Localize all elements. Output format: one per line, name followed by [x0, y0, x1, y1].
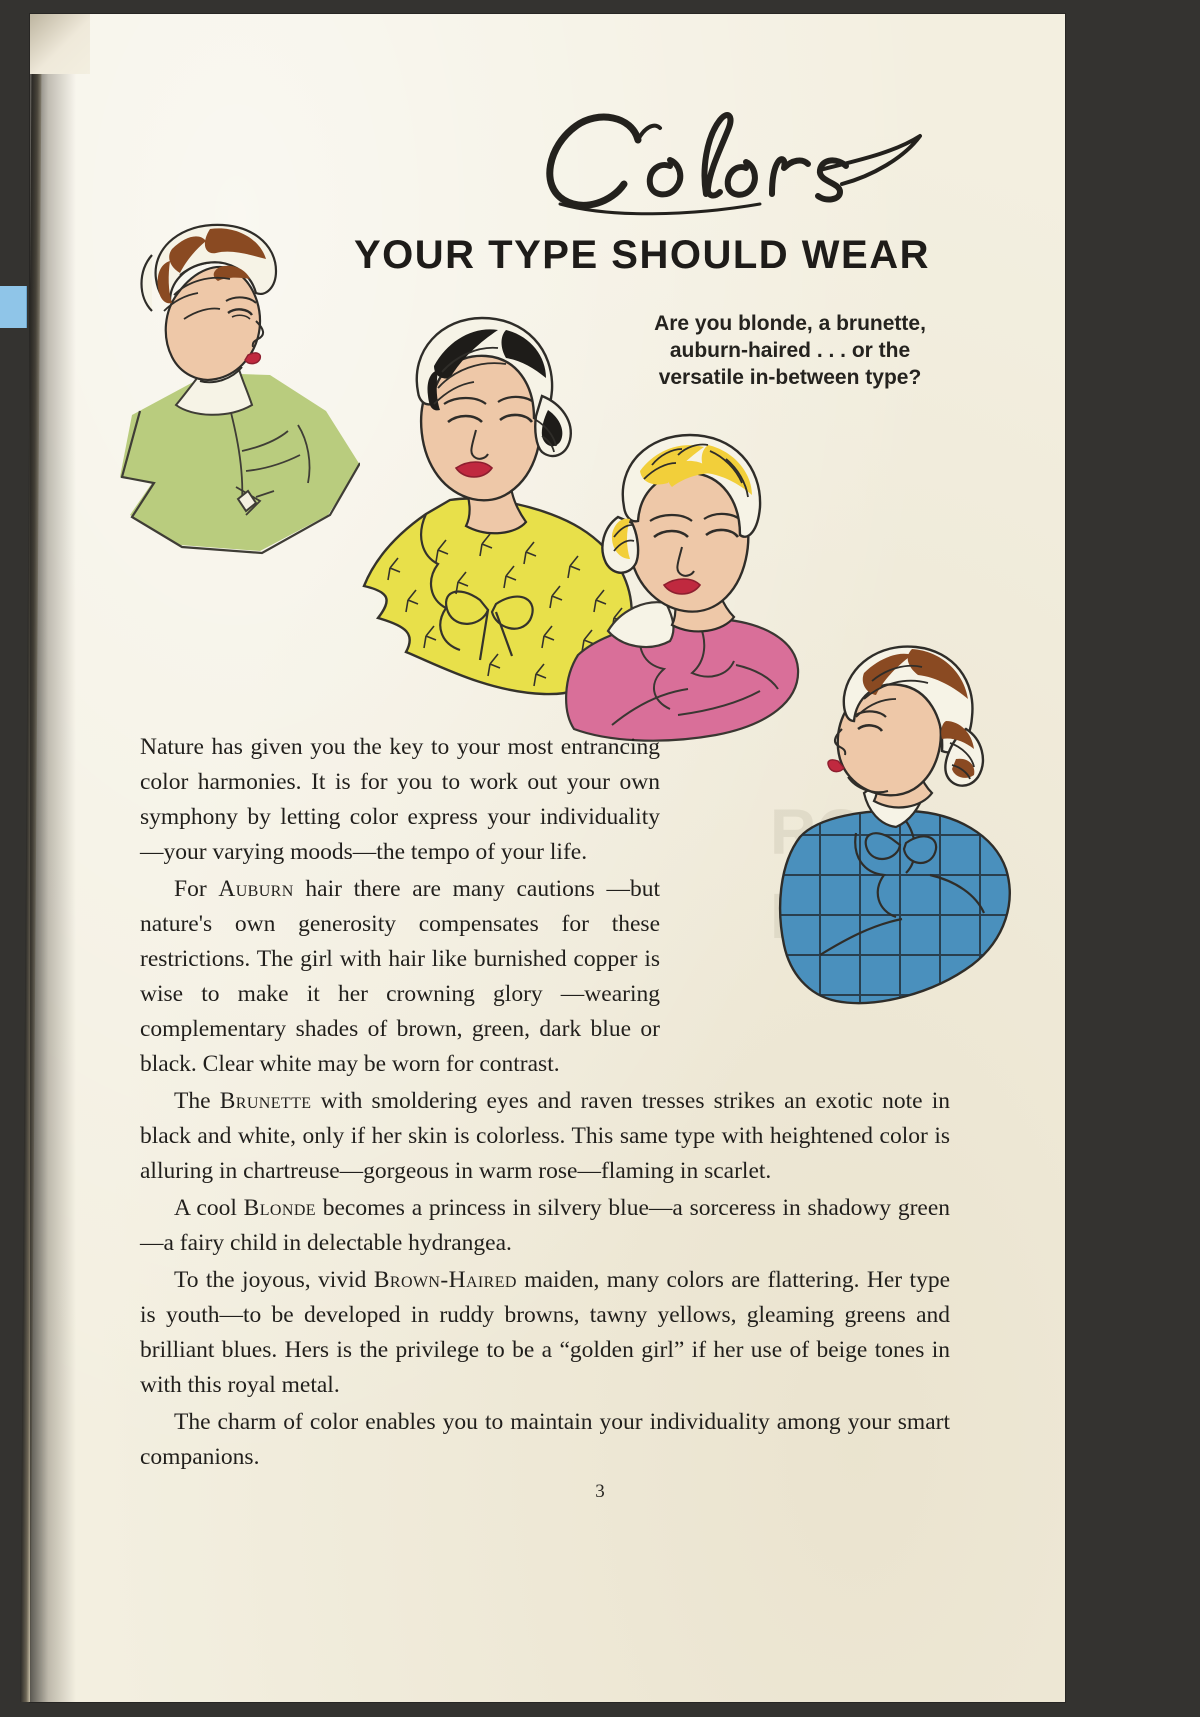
paragraph-3 — [140, 1084, 950, 1189]
article-body — [140, 730, 950, 1477]
subheading-line-3: versatile in-between type? — [658, 366, 922, 389]
paragraph-1: Nature has given you the key to your most entrancing color harmonies. It is for you to work out your own symphony by letting color express your individuality—your varying moods—the tempo of your life. — [140, 734, 660, 865]
paragraph-4-smallcaps: Blonde — [243, 1195, 316, 1221]
paragraph-3-lead: The — [174, 1088, 220, 1114]
paragraph-4-rest: becomes a princess in silvery blue—a sorceress in shadowy green—a fairy child in delectable hydrangea. — [140, 1195, 951, 1256]
paragraph-4 — [140, 1191, 950, 1261]
paragraph-4-lead: A cool — [174, 1195, 244, 1221]
paragraph-3-rest: with smoldering eyes and raven tresses strikes an exotic note in black and white, only if her skin is colorless. This same type with heightened color is alluring in chartreuse—gorgeous in warm rose—flaming in scarlet. — [140, 1088, 950, 1184]
page-number: 3 — [595, 1481, 605, 1502]
subheading — [600, 310, 980, 391]
paragraph-3-smallcaps: Brunette — [219, 1088, 312, 1114]
paragraph-5-lead: To the joyous, vivid — [174, 1267, 374, 1293]
text-wrap-spacer — [660, 730, 950, 1020]
paragraph-5 — [140, 1263, 950, 1403]
paragraph-2-lead: For — [174, 876, 219, 902]
subheading-line-1: Are you blonde, a brunette, — [654, 312, 926, 335]
subheading-line-2: auburn-haired . . . or the — [669, 339, 911, 362]
paragraph-2-rest: hair there are many cautions —but nature's own generosity compensates for these restrictions. The girl with hair like burnished copper is wise to make it her crowning glory —wearing complementary shades of brown, green, dark blue or black. Clear white may be worn for contrast. — [140, 876, 660, 1077]
paragraph-2-smallcaps: Auburn — [218, 876, 294, 902]
paragraph-5-rest: maiden, many colors are flattering. Her type is youth—to be developed in ruddy browns, tawny yellows, gleaming greens and brilliant blues. Hers is the privilege to be a “golden girl” if her use of beige tones in with this royal metal. — [140, 1267, 951, 1398]
paragraph-6: The charm of color enables you to maintain your individuality among your smart companions. — [140, 1409, 950, 1470]
page-title: YOUR TYPE SHOULD WEAR — [354, 233, 930, 277]
script-title-colors — [520, 100, 940, 220]
paragraph-5-smallcaps: Brown-Haired — [373, 1267, 517, 1293]
illustration-auburn-woman-green-cape — [60, 215, 360, 595]
